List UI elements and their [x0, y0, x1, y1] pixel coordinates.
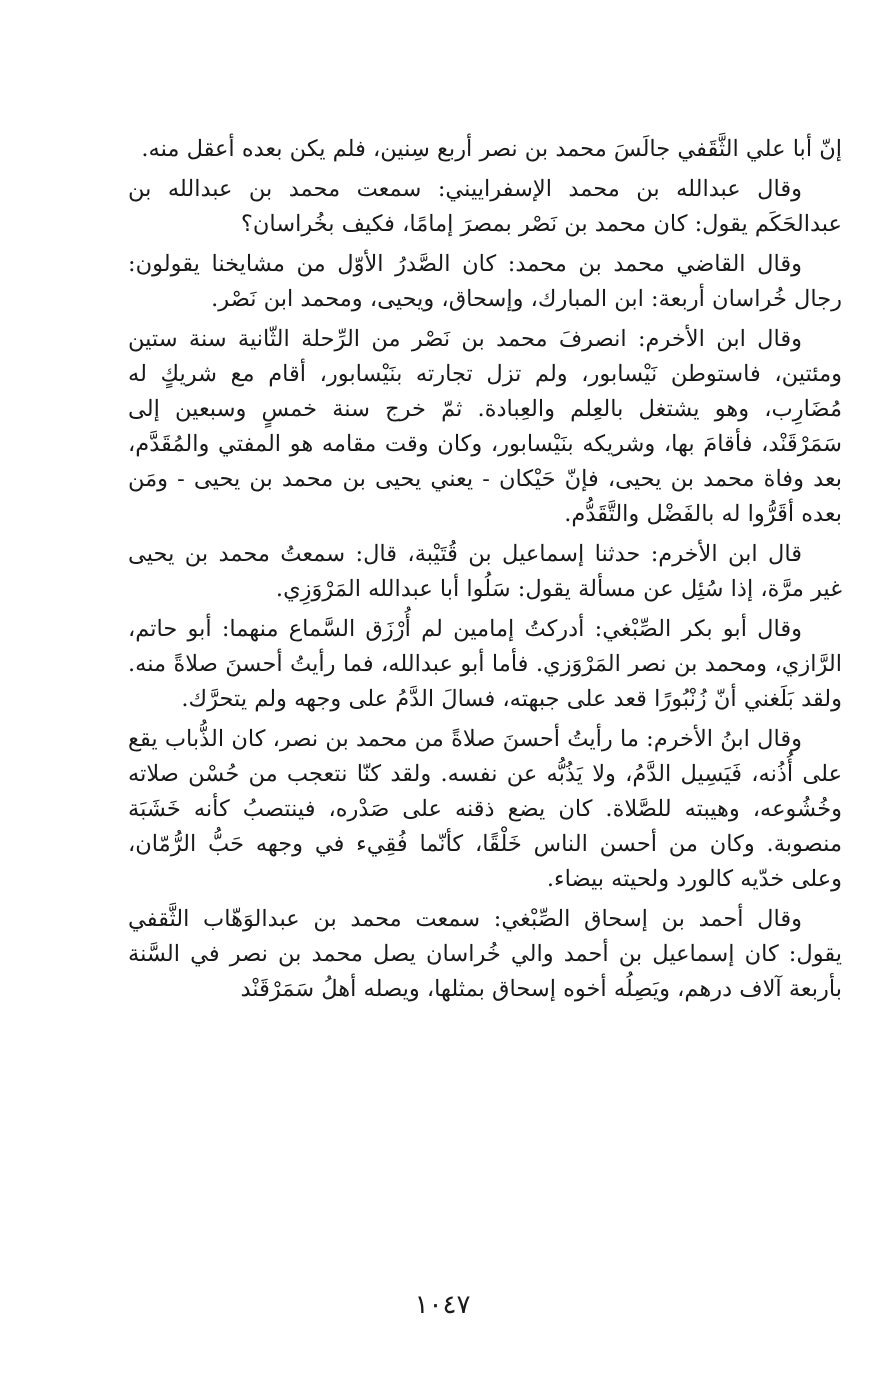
paragraph-1: إنّ أبا علي الثَّقَفي جالَسَ محمد بن نصر أربع سِنين، فلم يكن بعده أعقل منه.: [141, 136, 842, 162]
paragraph-6: وقال أبو بكر الصِّبْغي: أدركتُ إمامين لم أُرْزَق السَّماع منهما: أبو حاتم، الرَّازي، ومحمد بن نصر المَرْوَزي. فأما أبو عبدالله، فما رأيتُ أحسنَ صلاةً منه. ولقد بَلَغني أنّ زُنْبُورًا قعد على جبهته، فسالَ الدَّمُ على وجهه ولم يتحرَّك.: [128, 616, 842, 712]
paragraph-7: وقال ابنُ الأخرم: ما رأيتُ أحسنَ صلاةً من محمد بن نصر، كان الذُّباب يقع على أُذُنه، فَيَسِيل الدَّمُ، ولا يَذُبُّه عن نفسه. ولقد كنّا نتعجب من حُسْن صلاته وخُشُوعه، وهيبته للصَّلاة. كان يضع ذقنه على صَدْره، فينتصبُ كأنه خَشَبَة منصوبة. وكان من أحسن الناس خَلْقًا، كأنّما فُقِيء في وجهه حَبُّ الرُّمّان، وعلى خدّيه كالورد ولحيته بيضاء.: [128, 726, 842, 892]
page-number: ١٠٤٧: [414, 1290, 471, 1320]
paragraph-8: وقال أحمد بن إسحاق الصِّبْغي: سمعت محمد بن عبدالوَهّاب الثَّقفي يقول: كان إسماعيل بن أحمد والي خُراسان يصل محمد بن نصر في السَّنة بأربعة آلاف درهم، ويَصِلُه أخوه إسحاق بمثلها، ويصله أهلُ سَمَرْقَنْد: [128, 906, 842, 1002]
paragraph-5: قال ابن الأخرم: حدثنا إسماعيل بن قُتَيْبة، قال: سمعتُ محمد بن يحيى غير مرَّة، إذا سُئِل عن مسألة يقول: سَلُوا أبا عبدالله المَرْوَزِي.: [128, 541, 842, 602]
paragraph-2: وقال عبدالله بن محمد الإسفراييني: سمعت محمد بن عبدالله بن عبدالحَكَم يقول: كان محمد بن نَصْر بمصرَ إمامًا، فكيف بخُراسان؟: [128, 176, 842, 237]
paragraph-3: وقال القاضي محمد بن محمد: كان الصَّدرُ الأوّل من مشايخنا يقولون: رجال خُراسان أربعة: ابن المبارك، وإسحاق، ويحيى، ومحمد ابن نَصْر.: [128, 251, 842, 312]
paragraph-4: وقال ابن الأخرم: انصرفَ محمد بن نَصْر من الرِّحلة الثّانية سنة ستين ومئتين، فاستوطن نَيْسابور، ولم تزل تجارته بنَيْسابور، أقام مع شريكٍ له مُضَارِب، وهو يشتغل بالعِلم والعِبادة. ثمّ خرج سنة خمسٍ وسبعين إلى سَمَرْقَنْد، فأقامَ بها، وشريكه بنَيْسابور، وكان وقت مقامه هو المفتي والمُقَدَّم، بعد وفاة محمد بن يحيى، فإنّ حَيْكان - يعني يحيى بن محمد بن يحيى - ومَن بعده أقَرُّوا له بالفَضْل والتَّقَدُّم.: [128, 326, 842, 527]
body-text: [128, 132, 842, 1012]
